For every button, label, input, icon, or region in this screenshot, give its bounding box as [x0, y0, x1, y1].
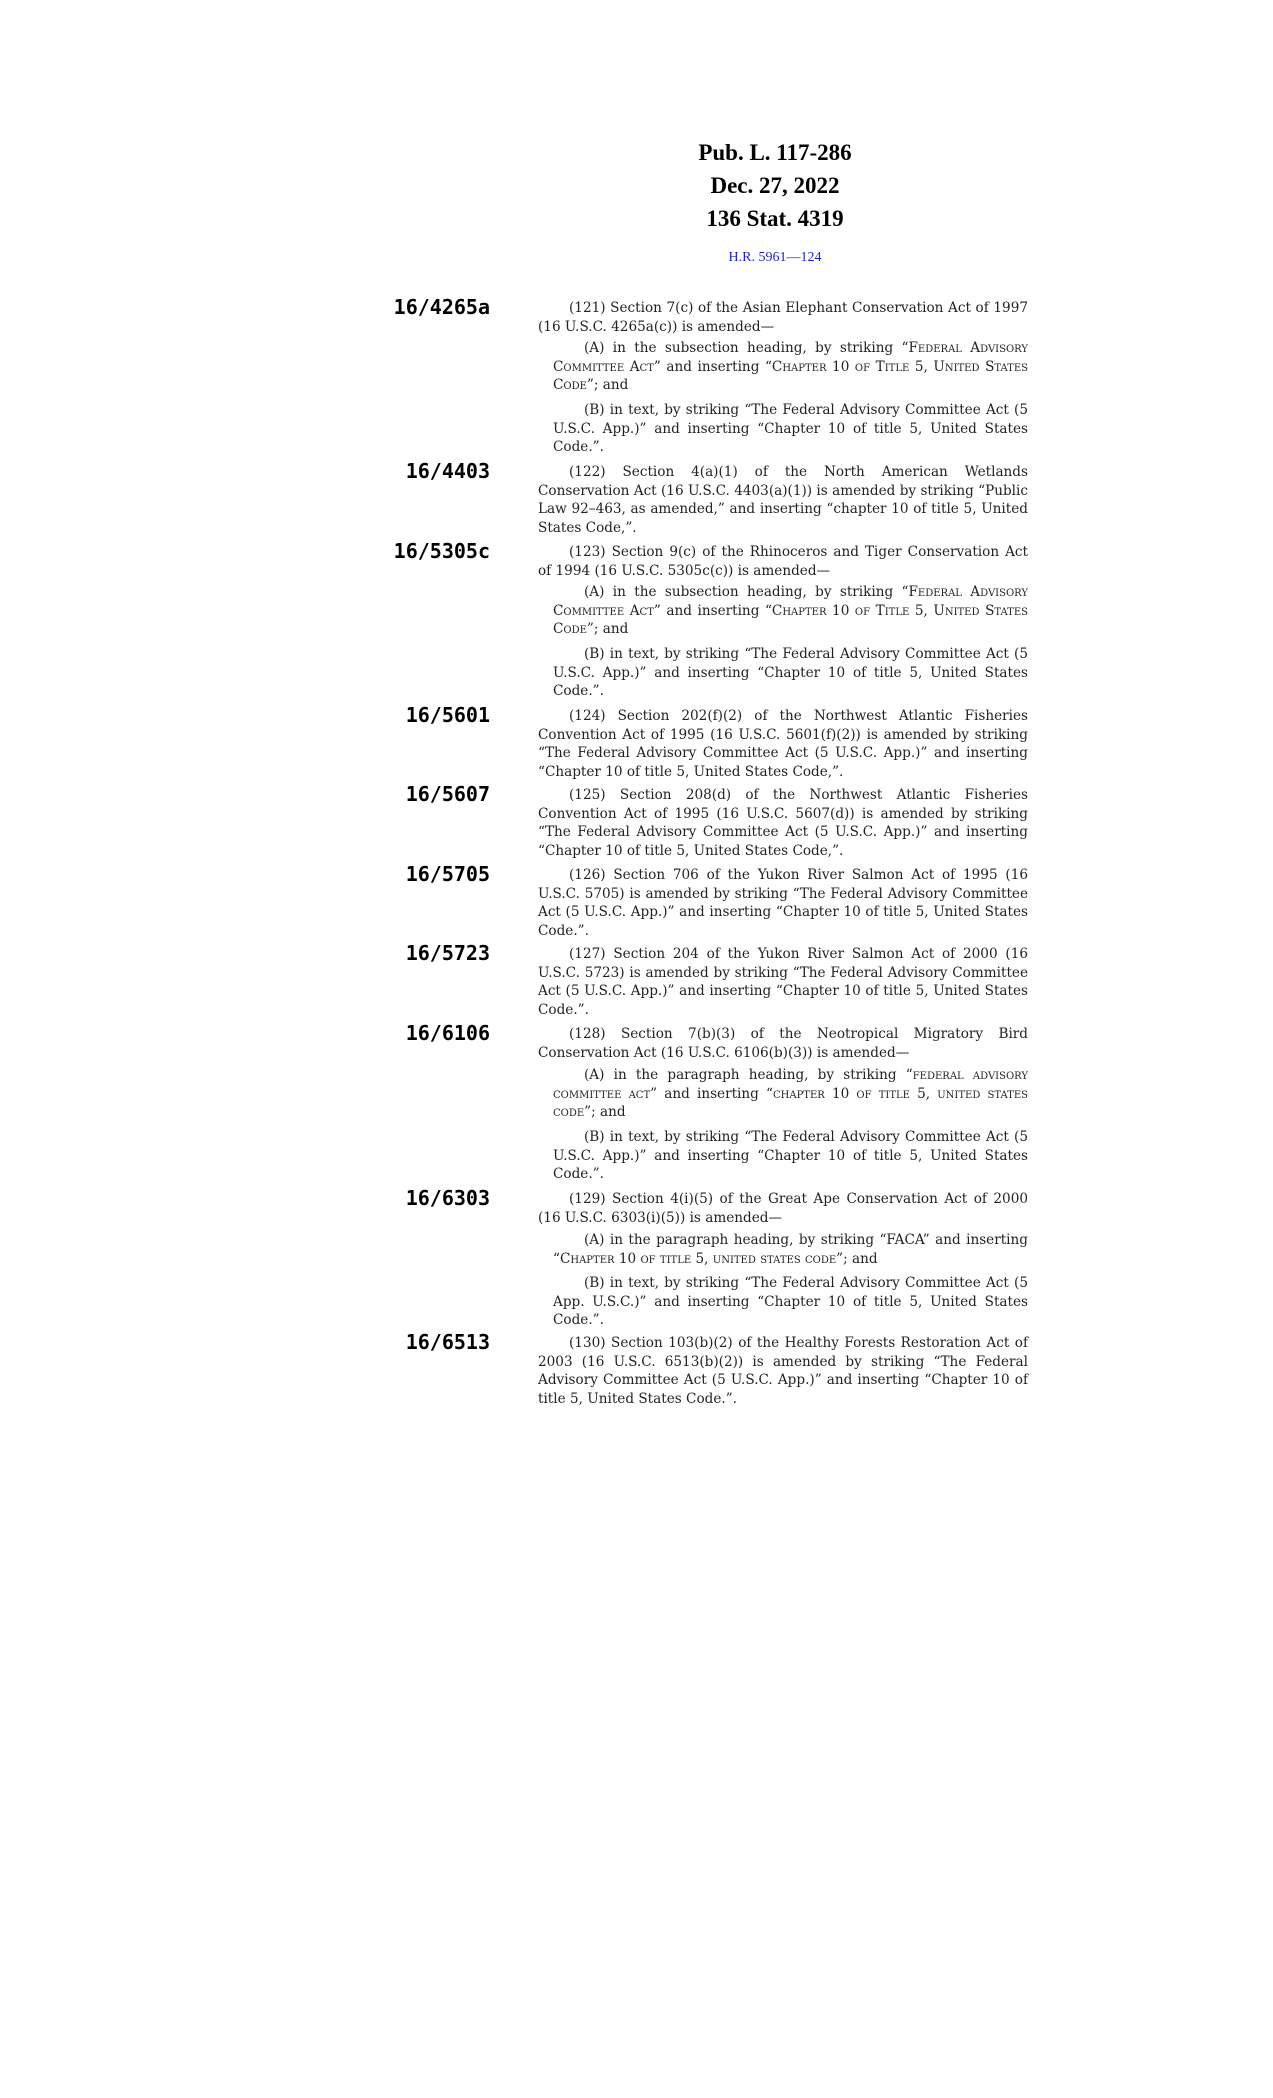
subsection-text: (B) in text, by striking “The Federal Advisory Committee Act (5 U.S.C. App.)” and inserting “Chapter 10 of title 5, United States Code.”.: [553, 402, 1028, 456]
bill-reference-link[interactable]: H.R. 5961—124: [728, 250, 822, 265]
statute-page: 136 Stat. 4319: [706, 206, 844, 231]
page-header: [600, 136, 950, 266]
section-text: (128) Section 7(b)(3) of the Neotropical Migratory Bird Conservation Act (16 U.S.C. 6106(b)(3)) is amended—: [538, 1026, 1028, 1061]
margin-citation: 16/5305c: [393, 539, 490, 563]
margin-citation: 16/4265a: [393, 295, 490, 319]
margin-citation: 16/6513: [405, 1330, 490, 1354]
margin-citation: 16/5723: [405, 941, 490, 965]
margin-citation: 16/5607: [405, 782, 490, 806]
subsection-text: (A) in the paragraph heading, by striking “FACA” and inserting “Chapter 10 of title 5, united states code”; and: [553, 1232, 1028, 1267]
margin-citation: 16/5705: [405, 862, 490, 886]
subsection-text: (A) in the subsection heading, by striking “Federal Advisory Committee Act” and inserting “Chapter 10 of Title 5, United States Code”; and: [553, 584, 1028, 638]
margin-citation: 16/5601: [405, 703, 490, 727]
section-text: (122) Section 4(a)(1) of the North American Wetlands Conservation Act (16 U.S.C. 4403(a)(1)) is amended by striking “Public Law 92–463, as amended,” and inserting “chapter 10 of title 5, United States Code,”.: [538, 464, 1028, 536]
margin-citation: 16/6106: [405, 1021, 490, 1045]
margin-citation: 16/4403: [405, 459, 490, 483]
section-text: (127) Section 204 of the Yukon River Salmon Act of 2000 (16 U.S.C. 5723) is amended by striking “The Federal Advisory Committee Act (5 U.S.C. App.)” and inserting “Chapter 10 of title 5, United States Code.”.: [538, 946, 1028, 1018]
section-text: (123) Section 9(c) of the Rhinoceros and Tiger Conservation Act of 1994 (16 U.S.C. 5305c(c)) is amended—: [538, 544, 1028, 579]
subsection-text: (B) in text, by striking “The Federal Advisory Committee Act (5 U.S.C. App.)” and inserting “Chapter 10 of title 5, United States Code.”.: [553, 646, 1028, 700]
subsection-text: (B) in text, by striking “The Federal Advisory Committee Act (5 U.S.C. App.)” and inserting “Chapter 10 of title 5, United States Code.”.: [553, 1129, 1028, 1183]
margin-citation: 16/6303: [405, 1186, 490, 1210]
subsection-text: (A) in the paragraph heading, by striking “federal advisory committee act” and inserting “chapter 10 of title 5, united states code”; and: [553, 1067, 1028, 1121]
public-law-number: Pub. L. 117-286: [698, 140, 852, 165]
subsection-text: (A) in the subsection heading, by striking “Federal Advisory Committee Act” and inserting “Chapter 10 of Title 5, United States Code”; and: [553, 340, 1028, 394]
section-text: (126) Section 706 of the Yukon River Salmon Act of 1995 (16 U.S.C. 5705) is amended by striking “The Federal Advisory Committee Act (5 U.S.C. App.)” and inserting “Chapter 10 of title 5, United States Code.”.: [538, 867, 1028, 939]
section-text: (129) Section 4(i)(5) of the Great Ape Conservation Act of 2000 (16 U.S.C. 6303(i)(5)) is amended—: [538, 1191, 1028, 1226]
enactment-date: Dec. 27, 2022: [710, 173, 840, 198]
section-text: (124) Section 202(f)(2) of the Northwest Atlantic Fisheries Convention Act of 1995 (16 U.S.C. 5601(f)(2)) is amended by striking “The Federal Advisory Committee Act (5 U.S.C. App.)” and inserting “Chapter 10 of title 5, United States Code,”.: [538, 708, 1028, 780]
section-text: (130) Section 103(b)(2) of the Healthy Forests Restoration Act of 2003 (16 U.S.C. 6513(b)(2)) is amended by striking “The Federal Advisory Committee Act (5 U.S.C. App.)” and inserting “Chapter 10 of title 5, United States Code.”.: [538, 1335, 1028, 1407]
subsection-text: (B) in text, by striking “The Federal Advisory Committee Act (5 App. U.S.C.)” and inserting “Chapter 10 of title 5, United States Code.”.: [553, 1275, 1028, 1329]
section-text: (125) Section 208(d) of the Northwest Atlantic Fisheries Convention Act of 1995 (16 U.S.C. 5607(d)) is amended by striking “The Federal Advisory Committee Act (5 U.S.C. App.)” and inserting “Chapter 10 of title 5, United States Code,”.: [538, 787, 1028, 859]
section-text: (121) Section 7(c) of the Asian Elephant Conservation Act of 1997 (16 U.S.C. 4265a(c)) is amended—: [538, 300, 1028, 335]
